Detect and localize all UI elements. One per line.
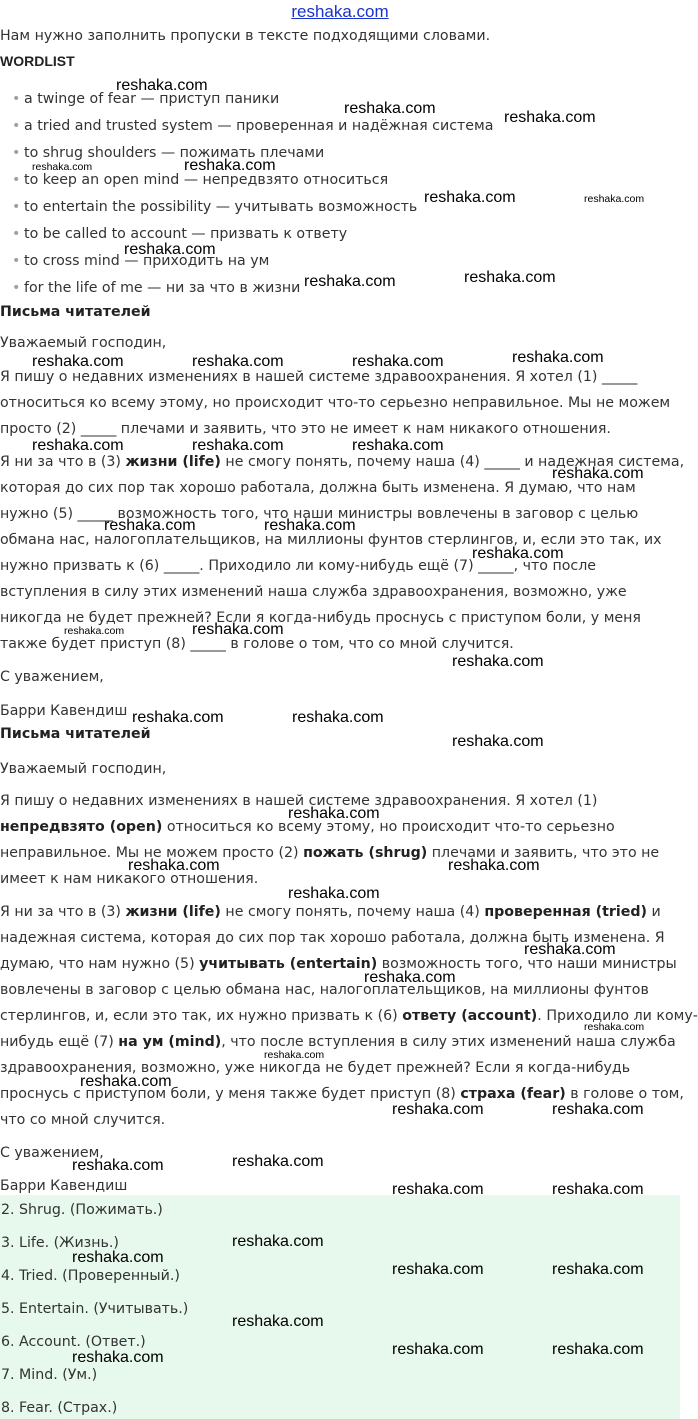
watermark: reshaka.com	[292, 709, 384, 726]
letter1-line: относиться ко всему этому, но происходит что-то серьезно неправильное. Мы не можем	[0, 395, 671, 411]
letter1-line: нужно (5) _____ возможность того, что наши министры вовлечены в заговор с целью	[0, 506, 639, 522]
wordlist-heading: WORDLIST	[0, 53, 75, 69]
watermark: reshaka.com	[264, 517, 356, 534]
wordlist-item: • to be called to account — призвать к ответу	[24, 225, 347, 243]
letter2-closing: С уважением,	[0, 1145, 104, 1161]
wordlist-item: • a tried and trusted system — проверенная и надёжная система	[24, 117, 493, 135]
watermark: reshaka.com	[452, 733, 544, 750]
watermark: reshaka.com	[72, 1349, 164, 1366]
answer-word: учитывать (entertain)	[199, 956, 378, 972]
watermark: reshaka.com	[232, 1153, 324, 1170]
answer-item: 3. Life. (Жизнь.)	[1, 1235, 119, 1251]
letter2-signature: Барри Кавендиш	[0, 1178, 128, 1194]
letter2-line: стерлингов, и, если это так, их нужно призвать к (6) ответу (account). Приходило ли кому-	[0, 1008, 698, 1024]
watermark: reshaka.com	[32, 161, 93, 173]
intro-text: Нам нужно заполнить пропуски в тексте подходящими словами.	[0, 28, 491, 44]
watermark: reshaka.com	[452, 653, 544, 670]
watermark: reshaka.com	[552, 1181, 644, 1198]
watermark: reshaka.com	[352, 353, 444, 370]
watermark: reshaka.com	[504, 109, 596, 126]
watermark: reshaka.com	[72, 1249, 164, 1266]
watermark: reshaka.com	[364, 969, 456, 986]
watermark: reshaka.com	[512, 349, 604, 366]
letter2-greeting: Уважаемый господин,	[0, 761, 167, 777]
watermark: reshaka.com	[80, 1073, 172, 1090]
answer-item: 6. Account. (Ответ.)	[1, 1334, 146, 1350]
watermark: reshaka.com	[584, 193, 645, 205]
answer-item: 7. Mind. (Ум.)	[1, 1367, 98, 1383]
letter2-line: здравоохранения, возможно, уже никогда не будет прежней? Если я когда-нибудь	[0, 1060, 631, 1076]
watermark: reshaka.com	[288, 805, 380, 822]
watermark: reshaka.com	[472, 545, 564, 562]
letter2-line: проснусь с приступом боли, у меня также будет приступ (8) страха (fear) в голове о том,	[0, 1086, 684, 1102]
wordlist-item: • to keep an open mind — непредвзято относиться	[24, 171, 388, 189]
answer-word: на ум (mind)	[118, 1034, 222, 1050]
watermark: reshaka.com	[584, 1021, 645, 1033]
site-title-link[interactable]: reshaka.com	[291, 2, 389, 21]
answer-item: 8. Fear. (Страх.)	[1, 1400, 118, 1416]
watermark: reshaka.com	[32, 353, 124, 370]
watermark: reshaka.com	[192, 621, 284, 638]
watermark: reshaka.com	[116, 77, 208, 94]
letter2-line: непредвзято (open) относиться ко всему этому, но происходит что-то серьезно	[0, 819, 615, 835]
letter2-title: Письма читателей	[0, 726, 151, 742]
answer-word: жизни (life)	[125, 454, 221, 470]
answer-word: проверенная (tried)	[484, 904, 648, 920]
letter1-line: просто (2) _____ плечами и заявить, что это не имеет к нам никакого отношения.	[0, 421, 611, 437]
answer-word: непредвзято (open)	[0, 819, 163, 835]
watermark: reshaka.com	[184, 157, 276, 174]
letter2-line: что со мной случится.	[0, 1112, 166, 1128]
wordlist-item: • to entertain the possibility — учитывать возможность	[24, 198, 417, 216]
wordlist-item: • to shrug shoulders — пожимать плечами	[24, 144, 324, 162]
watermark: reshaka.com	[232, 1233, 324, 1250]
letter1-line: нужно призвать к (6) _____. Приходило ли кому-нибудь ещё (7) _____, что после	[0, 558, 596, 574]
watermark: reshaka.com	[232, 1313, 324, 1330]
letter2-line: нибудь ещё (7) на ум (mind), что после вступления в силу этих изменений наша служба	[0, 1034, 676, 1050]
watermark: reshaka.com	[552, 1341, 644, 1358]
answers-panel	[0, 1195, 680, 1419]
watermark: reshaka.com	[352, 437, 444, 454]
watermark: reshaka.com	[392, 1261, 484, 1278]
watermark: reshaka.com	[264, 1049, 325, 1061]
watermark: reshaka.com	[464, 269, 556, 286]
letter2-line: Я пишу о недавних изменениях в нашей системе здравоохранения. Я хотел (1)	[0, 793, 598, 809]
answer-word: ответу (account)	[402, 1008, 538, 1024]
wordlist-item: • a twinge of fear — приступ паники	[24, 90, 279, 108]
watermark: reshaka.com	[392, 1181, 484, 1198]
watermark: reshaka.com	[304, 273, 396, 290]
watermark: reshaka.com	[344, 100, 436, 117]
letter2-line: вовлечены в заговор с целью обмана нас, налогоплательщиков, на миллионы фунтов	[0, 982, 649, 998]
letter2-line: неправильное. Мы не можем просто (2) пожать (shrug) плечами и заявить, что это не	[0, 845, 660, 861]
watermark: reshaka.com	[552, 1261, 644, 1278]
letter1-line: которая до сих пор так хорошо работала, должна быть изменена. Я думаю, что нам	[0, 480, 636, 496]
watermark: reshaka.com	[392, 1341, 484, 1358]
watermark: reshaka.com	[32, 437, 124, 454]
letter1-signature: Барри Кавендиш	[0, 703, 128, 719]
letter1-line: Я ни за что в (3) жизни (life) не смогу понять, почему наша (4) _____ и надежная система,	[0, 454, 685, 470]
watermark: reshaka.com	[124, 241, 216, 258]
answer-item: 4. Tried. (Проверенный.)	[1, 1268, 180, 1284]
watermark: reshaka.com	[524, 941, 616, 958]
watermark: reshaka.com	[448, 857, 540, 874]
watermark: reshaka.com	[132, 709, 224, 726]
watermark: reshaka.com	[72, 1157, 164, 1174]
letter1-line: вступления в силу этих изменений наша служба здравоохранения, возможно, уже	[0, 584, 627, 600]
watermark: reshaka.com	[552, 1101, 644, 1118]
answer-item: 5. Entertain. (Учитывать.)	[1, 1301, 189, 1317]
watermark: reshaka.com	[192, 437, 284, 454]
answer-word: жизни (life)	[125, 904, 221, 920]
letter1-line: также будет приступ (8) _____ в голове о том, что со мной случится.	[0, 636, 514, 652]
watermark: reshaka.com	[64, 625, 125, 637]
letter1-greeting: Уважаемый господин,	[0, 335, 167, 351]
letter1-line: никогда не будет прежней? Если я когда-нибудь проснусь с приступом боли, у меня	[0, 610, 641, 626]
wordlist-item: • to cross mind — приходить на ум	[24, 252, 269, 270]
wordlist-item: • for the life of me — ни за что в жизни	[24, 279, 300, 297]
letter2-line: думаю, что нам нужно (5) учитывать (entertain) возможность того, что наши министры	[0, 956, 677, 972]
letter1-line: обмана нас, налогоплательщиков, на миллионы фунтов стерлингов, и, если это так, их	[0, 532, 662, 548]
letter2-line: надежная система, которая до сих пор так хорошо работала, должна быть изменена. Я	[0, 930, 665, 946]
letter2-line: имеет к нам никакого отношения.	[0, 871, 259, 887]
answer-word: пожать (shrug)	[303, 845, 428, 861]
watermark: reshaka.com	[104, 517, 196, 534]
letter1-title: Письма читателей	[0, 304, 151, 320]
answer-word: страха (fear)	[460, 1086, 566, 1102]
letter2-line: Я ни за что в (3) жизни (life) не смогу понять, почему наша (4) проверенная (tried) и	[0, 904, 661, 920]
letter1-closing: С уважением,	[0, 669, 104, 685]
answer-item: 2. Shrug. (Пожимать.)	[1, 1202, 163, 1218]
watermark: reshaka.com	[288, 885, 380, 902]
watermark: reshaka.com	[424, 189, 516, 206]
letter1-line: Я пишу о недавних изменениях в нашей системе здравоохранения. Я хотел (1) _____	[0, 369, 638, 385]
watermark: reshaka.com	[192, 353, 284, 370]
watermark: reshaka.com	[552, 465, 644, 482]
watermark: reshaka.com	[392, 1101, 484, 1118]
watermark: reshaka.com	[128, 857, 220, 874]
